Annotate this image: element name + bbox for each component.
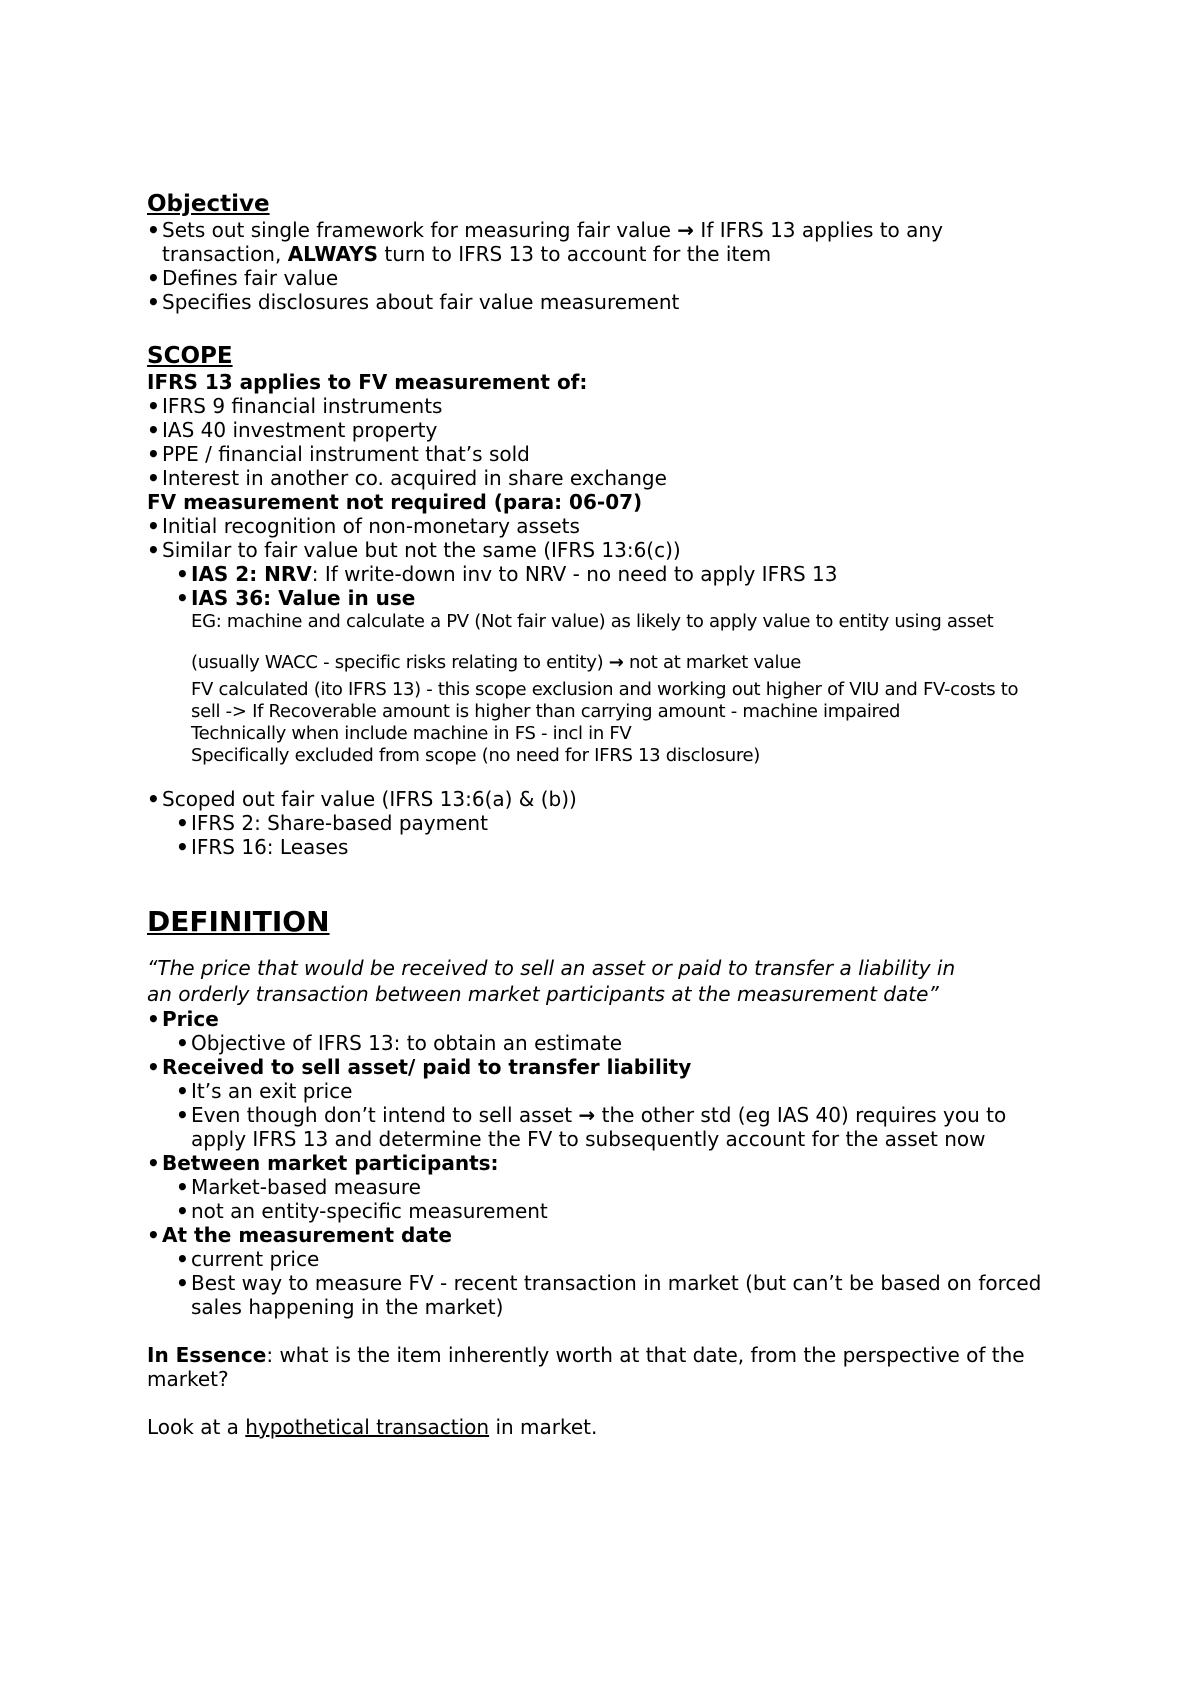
definition-item-at-date: • At the measurement date	[147, 1223, 452, 1247]
objective-item-1-cont: transaction, ALWAYS turn to IFRS 13 to account for the item	[162, 242, 772, 266]
scope-scoped-out-subitem: • IFRS 16: Leases	[176, 835, 348, 859]
definition-item-received: • Received to sell asset/ paid to transfer liability	[147, 1055, 691, 1079]
definition-subitem: • Best way to measure FV - recent transaction in market (but can’t be based on forced	[176, 1271, 1041, 1295]
definition-subitem: • current price	[176, 1247, 319, 1271]
definition-subitem: • It’s an exit price	[176, 1079, 352, 1103]
objective-item-2: • Defines fair value	[147, 266, 338, 290]
definition-quote: an orderly transaction between market participants at the measurement date”	[147, 982, 939, 1006]
definition-quote: “The price that would be received to sell an asset or paid to transfer a liability in	[147, 956, 956, 980]
definition-item-between: • Between market participants:	[147, 1151, 499, 1175]
scope-subheading-applies: IFRS 13 applies to FV measurement of:	[147, 370, 588, 394]
scope-applies-item: • Interest in another co. acquired in share exchange	[147, 466, 667, 490]
essence-paragraph-cont: market?	[147, 1367, 229, 1391]
scope-note: FV calculated (ito IFRS 13) - this scope exclusion and working out higher of VIU and FV-costs to	[191, 679, 1019, 700]
hypothetical-transaction-text: hypothetical transaction	[245, 1415, 490, 1439]
objective-heading: Objective	[147, 191, 270, 217]
scope-scoped-out-subitem: • IFRS 2: Share-based payment	[176, 811, 488, 835]
essence-paragraph: In Essence: what is the item inherently worth at that date, from the perspective of the	[147, 1343, 1025, 1367]
definition-subitem: • Market-based measure	[176, 1175, 421, 1199]
definition-subitem-cont: sales happening in the market)	[191, 1295, 504, 1319]
scope-applies-item: • IFRS 9 financial instruments	[147, 394, 442, 418]
scope-note: EG: machine and calculate a PV (Not fair value) as likely to apply value to entity using asset	[191, 611, 994, 632]
arrow-icon: →	[677, 218, 695, 242]
scope-not-required-item: • Similar to fair value but not the same (IFRS 13:6(c))	[147, 538, 681, 562]
definition-subitem: • not an entity-specific measurement	[176, 1199, 548, 1223]
definition-subitem: • Objective of IFRS 13: to obtain an estimate	[176, 1031, 622, 1055]
definition-subitem: • Even though don’t intend to sell asset → the other std (eg IAS 40) requires you to	[176, 1103, 1006, 1127]
objective-item-3: • Specifies disclosures about fair value measurement	[147, 290, 679, 314]
scope-scoped-out-item: • Scoped out fair value (IFRS 13:6(a) & (b))	[147, 787, 577, 811]
scope-applies-item: • IAS 40 investment property	[147, 418, 437, 442]
scope-applies-item: • PPE / financial instrument that’s sold	[147, 442, 530, 466]
objective-item-1: • Sets out single framework for measuring fair value → If IFRS 13 applies to any	[147, 218, 943, 242]
definition-item-price: • Price	[147, 1007, 219, 1031]
scope-note: (usually WACC - specific risks relating to entity) → not at market value	[191, 652, 802, 673]
scope-note: Specifically excluded from scope (no need for IFRS 13 disclosure)	[191, 745, 761, 766]
scope-subheading-not-required: FV measurement not required (para: 06-07)	[147, 490, 643, 514]
scope-note: sell -> If Recoverable amount is higher than carrying amount - machine impaired	[191, 701, 901, 722]
arrow-icon: →	[578, 1103, 596, 1127]
definition-heading: DEFINITION	[147, 905, 330, 938]
look-paragraph: Look at a hypothetical transaction in market.	[147, 1415, 598, 1439]
arrow-icon: →	[608, 652, 624, 673]
definition-subitem-cont: apply IFRS 13 and determine the FV to subsequently account for the asset now	[191, 1127, 986, 1151]
scope-note: Technically when include machine in FS - incl in FV	[191, 723, 632, 744]
scope-not-required-item: • Initial recognition of non-monetary assets	[147, 514, 580, 538]
scope-ias36-item: • IAS 36: Value in use	[176, 586, 415, 610]
scope-ias2-item: • IAS 2: NRV: If write-down inv to NRV - no need to apply IFRS 13	[176, 562, 837, 586]
scope-heading: SCOPE	[147, 343, 233, 369]
